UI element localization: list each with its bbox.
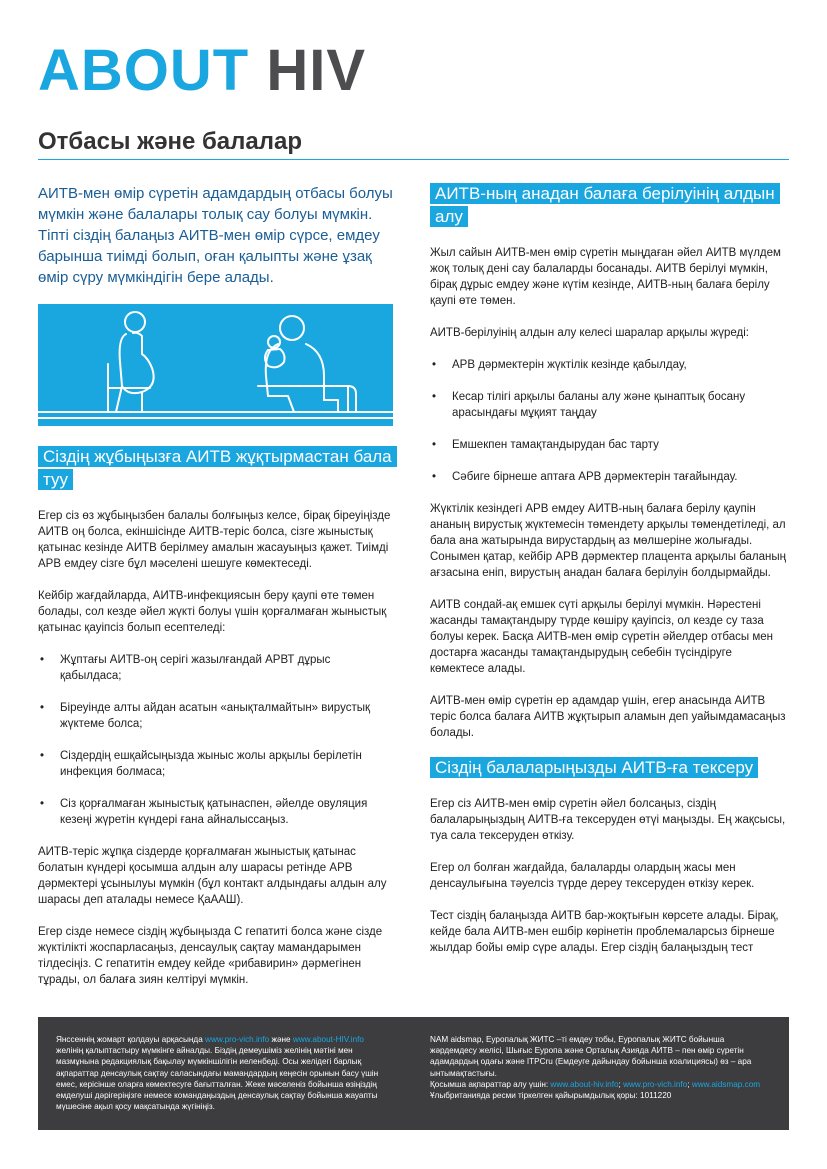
- paragraph: Егер сіз АИТВ-мен өмір сүретін әйел болсаңыз, сіздің балаларыңыздың АИТВ-ға тексеруден өтүі маңызды. Ең жақсысы, туа сала тексеруден өткізу.: [430, 798, 786, 842]
- paragraph: Тест сіздің балаңызда АИТВ бар-жоқтығын көрсете алады. Бірақ, кейде бала АИТВ-мен ешбір көрінетін проблемаларсыз бірнеше жылдар бойы өмір сүре алады. Егер сіздің балаңыздың тест: [430, 910, 779, 954]
- right-column: [430, 183, 788, 972]
- paragraph: Егер сіз өз жұбыңызбен балалы болғыңыз келсе, бірақ біреуіңізде АИТВ оң болса, екіншісінде АИТВ-теріс болса, сізге жыныстық қатынас кезінде АИТВ берілмеу амалын жасауыңыз қажет. Тиімді АРВ емдеу сізге бұл мәселені шешуге көмектеседі.: [38, 510, 391, 570]
- bullet-list-prevention: [430, 357, 788, 485]
- page-title: Отбасы және балалар: [38, 128, 302, 155]
- link-about-hiv[interactable]: www.about-HIV.info: [292, 1035, 364, 1044]
- list-item: • Емшекпен тамақтандырудан бас тарту: [432, 439, 659, 451]
- title-divider: [38, 159, 789, 160]
- paragraph: Жыл сайын АИТВ-мен өмір сүретін мыңдаған әйел АИТВ мүлдем жоқ толық дені сау балаларды босанады. АИТВ берілуі мүмкін, бірақ дұрыс емдеу және күтім кезінде, АИТВ-ның балаға берілу қаупі өте төмен.: [430, 247, 781, 307]
- paragraph: АИТВ сондай-ақ емшек сүті арқылы берілуі мүмкін. Нәрестені жасанды тамақтандыру түрде көшіру қауіпсіз, ол кезде су таза болуы керек. Басқа АИТВ-мен өмір сүретін әйелдер отбасы мен достарға жасанды тамақтандырудың себебін түсіндіруге көмектесе алады.: [430, 599, 774, 675]
- paragraph: АИТВ-мен өмір сүретін ер адамдар үшін, егер анасында АИТВ теріс болса балаға АИТВ жұқтырып аламын деп уайымдамасаңыз болады.: [430, 695, 786, 739]
- charity-number: Ұлыбританияда ресми тіркелген қайырымдылық қоры: 1011220: [430, 1091, 672, 1101]
- link-aidsmap[interactable]: www.aidsmap.com: [691, 1079, 761, 1089]
- section-heading-conception: Сіздің жұбыңызға АИТВ жұқтырмастан бала туу: [38, 446, 393, 492]
- list-item: • Сіздердің ешқайсыңызда жыныс жолы арқылы берілетін инфекция болмаса;: [40, 750, 362, 778]
- bullet-list-low-risk: [38, 652, 393, 828]
- footer-partners-text: NAM aidsmap, Еуропалық ЖИТС –ті емдеу тобы, Еуропалық ЖИТС бойынша жәрдемдесу желісі, Шығыс Еуропа және Орталық Азияда АИТВ – пен өмір сүретін адамдардың одағы және ITPCru (Емдеуге дайындау бойынша коалициясы) өз – ара ынтымақтастығы. Қосымша ақпараттар алу үшін: www.about-hiv.info; www.pro-vich.info; www.aidsmap.com Ұлыбританияда ресми тіркелген қайырымдылық қоры: 1011220: [430, 1035, 761, 1101]
- list-item: • АРВ дәрмектерін жүктілік кезінде қабылдау,: [432, 359, 687, 371]
- paragraph: Жүктілік кезіндегі АРВ емдеу АИТВ-ның балаға берілу қаупін ананың вирустық жүктемесін төмендету арқылы төмендетіледі, ал бала ана жатырында вирустардың аз мөлшеріне жолығады. Сонымен қатар, кейбір АРВ дәрмектер плацента арқылы баланың ағзасына еніп, вирустың анадан балаға берілуін болдырмайды.: [430, 503, 786, 579]
- section-heading-testing: Сіздің балаларыңызды АИТВ-ға тексеру: [430, 757, 788, 780]
- link-about-hiv-footer[interactable]: www.about-hiv.info: [550, 1079, 619, 1089]
- list-item: • Кесар тілігі арқылы баланы алу және қынаптық босану арасындағы мұқият таңдау: [432, 391, 746, 419]
- paragraph: Кейбір жағдайларда, АИТВ-инфекциясын беру қаупі өте төмен болады, сол кезде әйел жүкті болуы үшін қорғалмаған жыныстық қатынас қауіпсіз болып есептеледі:: [38, 590, 387, 634]
- link-pro-vich[interactable]: www.pro-vich.info: [205, 1035, 270, 1044]
- list-item: • Жұптағы АИТВ-оң серігі жазылғандай АРВТ дұрыс қабылдаса;: [40, 654, 331, 682]
- intro-text: АИТВ-мен өмір сүретін адамдардың отбасы болуы мүмкін және балалары толық сау болуы мүмкін. Тіпті сіздің балаңыз АИТВ-мен өмір сүрсе, емдеу барынша тиімді болып, оған қалыпты және ұзақ өмір сүру мүмкіндігін бере алады.: [38, 185, 393, 286]
- list-item: • Сәбиге бірнеше аптаға АРВ дәрмектерін тағайындау.: [432, 471, 738, 483]
- paragraph: АИТВ-берілуінің алдын алу келесі шаралар арқылы жүреді:: [430, 327, 750, 339]
- brand-logo: [38, 38, 367, 103]
- list-item: • Біреуінде алты айдан асатын «анықталмайтын» вирустық жүктеме болса;: [40, 702, 371, 730]
- paragraph: Егер ол болған жағдайда, балаларды олардың жасы мен денсаулығына тәуелсіз түрде дереу тексеруден өткізу керек.: [430, 862, 755, 890]
- footer-sponsor-text: Янссеннің жомарт қолдауы арқасында www.pro-vich.info және www.about-HIV.info желінің қалыптастыру мүмкінге айналды. Біздің демеушіміз желінің мәтіні мен мазмұнына редакциялық бақылау мүмкіншілігін иеленбеді. Осы желідегі барлық ақпараттар денсаулық сақтау саласындағы мамандардың кеңесін орынын басу үшін емес, керісінше оларға көмектесуге бағытталған. Жеке мәселеніз бойынша өзіңіздің емделуші дәрігеріңізге немесе командаңыздың денсаулық сақтау бойынша жауапты мүшесіне ақыл қосу мақсатында жүгініңіз.: [56, 1035, 379, 1112]
- brand-hiv: HIV: [266, 38, 367, 103]
- paragraph: АИТВ-теріс жұпқа сіздерде қорғалмаған жыныстық қатынас болатын күндері қосымша алдын алу шарасы ретінде АРВ дәрмектері ұсынылуы мүмкін (бұл контакт алдындағы алдын алу шарасы деп аталады немесе ҚаААШ).: [38, 846, 387, 906]
- left-column: [38, 183, 393, 1004]
- footer: [38, 1017, 789, 1130]
- list-item: • Сіз қорғалмаған жыныстық қатынаспен, әйелде овуляция кезеңі жүретін күндері ғана айналыссаңыз.: [40, 798, 368, 826]
- paragraph: Егер сізде немесе сіздің жұбыңызда С гепатиті болса және сізде жүктілікті жоспарласаңыз, денсаулық сақтау мамандарымен тілдесіңіз. С гепатитін емдеу кейде «рибавирин» дәрмегінен тұрады, ол балаға зиян келтіруі мүмкін.: [38, 926, 383, 986]
- brand-about: ABOUT: [38, 38, 250, 103]
- family-illustration: [38, 304, 393, 426]
- section-heading-prevention: АИТВ-ның анадан балаға берілуінің алдын алу: [430, 183, 788, 229]
- link-pro-vich-footer[interactable]: www.pro-vich.info: [623, 1079, 688, 1089]
